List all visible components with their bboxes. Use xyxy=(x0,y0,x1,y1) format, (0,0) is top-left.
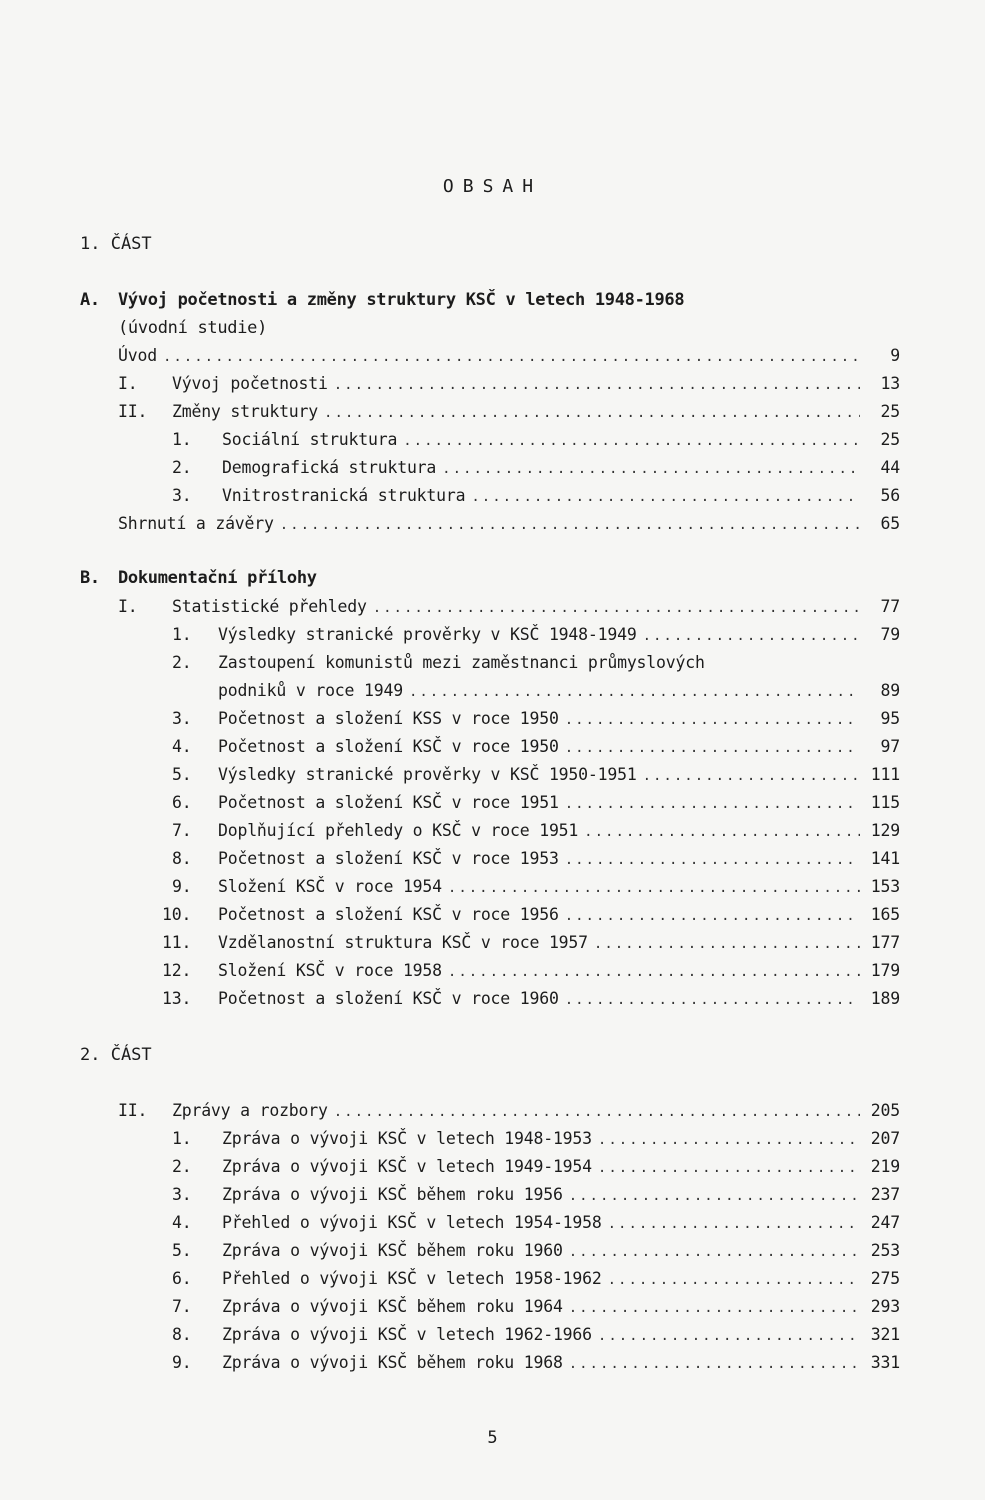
toc-entry xyxy=(162,933,900,957)
dot-leader xyxy=(565,712,860,728)
part-1-label: 1. ČÁST xyxy=(80,234,152,254)
dot-leader xyxy=(565,796,860,812)
toc-entry-page: 9 xyxy=(890,346,900,365)
toc-entry-page: 77 xyxy=(880,597,900,616)
dot-leader xyxy=(448,964,860,980)
dot-leader xyxy=(598,1160,860,1176)
toc-entry xyxy=(172,458,900,482)
toc-entry-number: 11. xyxy=(162,933,192,952)
toc-entry-label: Zpráva o vývoji KSČ během roku 1960 xyxy=(222,1241,563,1260)
dot-leader xyxy=(598,1328,860,1344)
toc-entry-label: Složení KSČ v roce 1958 xyxy=(218,961,442,980)
toc-entry-number: 6. xyxy=(172,793,192,812)
toc-entry xyxy=(172,681,900,705)
toc-entry-page: 179 xyxy=(870,961,900,980)
toc-entry-label: Početnost a složení KSČ v roce 1951 xyxy=(218,793,559,812)
toc-entry-page: 207 xyxy=(870,1129,900,1148)
toc-entry-number: 12. xyxy=(162,961,192,980)
toc-entry-number: 8. xyxy=(172,849,192,868)
toc-entry-label: Vnitrostranická struktura xyxy=(222,486,466,505)
toc-entry-number: 2. xyxy=(172,653,192,672)
toc-entry-page: 97 xyxy=(880,737,900,756)
toc-entry-page: 79 xyxy=(880,625,900,644)
toc-entry-label: Výsledky stranické prověrky v KSČ 1948-1949 xyxy=(218,625,637,644)
toc-entry-page: 65 xyxy=(880,514,900,533)
toc-entry-number: 3. xyxy=(172,1185,192,1204)
dot-leader xyxy=(608,1272,860,1288)
toc-entry-page: 189 xyxy=(870,989,900,1008)
toc-entry xyxy=(118,402,900,426)
dot-leader xyxy=(373,600,860,616)
toc-entry-label: Zpráva o vývoji KSČ během roku 1956 xyxy=(222,1185,563,1204)
toc-entry-label: Přehled o vývoji KSČ v letech 1958-1962 xyxy=(222,1269,602,1288)
section-a-heading xyxy=(80,290,685,338)
toc-entry-label: Přehled o vývoji KSČ v letech 1954-1958 xyxy=(222,1213,602,1232)
toc-entry-page: 95 xyxy=(880,709,900,728)
toc-entry xyxy=(172,625,900,649)
toc-entry-label: Vzdělanostní struktura KSČ v roce 1957 xyxy=(218,933,588,952)
toc-entry-page: 89 xyxy=(880,681,900,700)
toc-entry xyxy=(118,514,900,538)
toc-entry-label: podniků v roce 1949 xyxy=(218,681,403,700)
toc-entry-label: Zastoupení komunistů mezi zaměstnanci průmyslových xyxy=(218,653,705,672)
dot-leader xyxy=(565,992,860,1008)
toc-entry xyxy=(118,374,900,398)
toc-entry xyxy=(172,1269,900,1293)
toc-entry-number: 5. xyxy=(172,765,192,784)
toc-entry-page: 56 xyxy=(880,486,900,505)
toc-entry-number: II. xyxy=(118,402,148,421)
toc-entry-label: Zpráva o vývoji KSČ v letech 1949-1954 xyxy=(222,1157,592,1176)
toc-entry xyxy=(162,961,900,985)
toc-entry-number: 8. xyxy=(172,1325,192,1344)
toc-entry-number: 3. xyxy=(172,709,192,728)
toc-entry-page: 321 xyxy=(870,1325,900,1344)
section-a-letter: A. xyxy=(80,290,100,310)
dot-leader xyxy=(598,1132,860,1148)
toc-entry-page: 177 xyxy=(870,933,900,952)
toc-entry-number: 3. xyxy=(172,486,192,505)
page-number: 5 xyxy=(487,1428,498,1448)
toc-entry-number: 5. xyxy=(172,1241,192,1260)
toc-entry-label: Doplňující přehledy o KSČ v roce 1951 xyxy=(218,821,579,840)
dot-leader xyxy=(163,349,860,365)
toc-entry xyxy=(118,346,900,370)
toc-entry-page: 44 xyxy=(880,458,900,477)
toc-entry-label: Početnost a složení KSČ v roce 1953 xyxy=(218,849,559,868)
toc-entry-number: I. xyxy=(118,374,138,393)
toc-entry-page: 219 xyxy=(870,1157,900,1176)
toc-entry-page: 141 xyxy=(870,849,900,868)
dot-leader xyxy=(569,1188,860,1204)
dot-leader xyxy=(409,684,860,700)
toc-entry-page: 331 xyxy=(870,1353,900,1372)
dot-leader xyxy=(569,1356,860,1372)
part-2-label: 2. ČÁST xyxy=(80,1045,152,1065)
toc-entry xyxy=(172,1157,900,1181)
toc-entry-number: 7. xyxy=(172,1297,192,1316)
toc-entry-number: 9. xyxy=(172,1353,192,1372)
toc-entry xyxy=(118,597,900,621)
toc-entry-label: Složení KSČ v roce 1954 xyxy=(218,877,442,896)
toc-entry-page: 25 xyxy=(880,430,900,449)
section-b-title: Dokumentační přílohy xyxy=(118,568,317,588)
toc-entry xyxy=(172,849,900,873)
toc-entry xyxy=(172,793,900,817)
section-a-subtitle: (úvodní studie) xyxy=(118,318,268,338)
dot-leader xyxy=(403,433,860,449)
toc-entry-label: Úvod xyxy=(118,346,157,365)
toc-entry-number: II. xyxy=(118,1101,148,1120)
toc-entry-page: 253 xyxy=(870,1241,900,1260)
dot-leader xyxy=(594,936,860,952)
toc-entry-number: 2. xyxy=(172,458,192,477)
dot-leader xyxy=(334,1104,860,1120)
dot-leader xyxy=(608,1216,860,1232)
toc-entry xyxy=(172,737,900,761)
toc-entry xyxy=(172,1353,900,1377)
toc-entry-number: 13. xyxy=(162,989,192,1008)
dot-leader xyxy=(565,740,860,756)
toc-entry-page: 293 xyxy=(870,1297,900,1316)
toc-entry-label: Sociální struktura xyxy=(222,430,398,449)
dot-leader xyxy=(448,880,860,896)
page-title: OBSAH xyxy=(442,176,543,197)
toc-entry-page: 115 xyxy=(870,793,900,812)
toc-entry xyxy=(172,765,900,789)
toc-entry-page: 25 xyxy=(880,402,900,421)
toc-entry-page: 13 xyxy=(880,374,900,393)
toc-entry-number: 1. xyxy=(172,430,192,449)
section-b-heading xyxy=(80,568,317,588)
dot-leader xyxy=(565,852,860,868)
toc-entry-label: Zpráva o vývoji KSČ v letech 1948-1953 xyxy=(222,1129,592,1148)
toc-entry-label: Statistické přehledy xyxy=(172,597,367,616)
dot-leader xyxy=(471,489,860,505)
toc-entry-label: Zpráva o vývoji KSČ během roku 1964 xyxy=(222,1297,563,1316)
toc-entry-number: 1. xyxy=(172,625,192,644)
toc-entry xyxy=(172,1297,900,1321)
dot-leader xyxy=(643,768,860,784)
toc-entry-number: 4. xyxy=(172,1213,192,1232)
toc-entry xyxy=(172,430,900,454)
toc-entry-label: Zpráva o vývoji KSČ v letech 1962-1966 xyxy=(222,1325,592,1344)
toc-entry-number: 4. xyxy=(172,737,192,756)
dot-leader xyxy=(569,1244,860,1260)
dot-leader xyxy=(280,517,860,533)
dot-leader xyxy=(584,824,860,840)
dot-leader xyxy=(324,405,860,421)
toc-entry-label: Zprávy a rozbory xyxy=(172,1101,328,1120)
dot-leader xyxy=(565,908,860,924)
toc-entry xyxy=(172,1213,900,1237)
toc-entry-number: 7. xyxy=(172,821,192,840)
toc-entry xyxy=(172,1241,900,1265)
toc-entry-page: 275 xyxy=(870,1269,900,1288)
toc-entry-number: 6. xyxy=(172,1269,192,1288)
toc-entry-label: Početnost a složení KSČ v roce 1950 xyxy=(218,737,559,756)
section-b-letter: B. xyxy=(80,568,100,588)
toc-entry-label: Vývoj početnosti xyxy=(172,374,328,393)
dot-leader xyxy=(442,461,860,477)
toc-entry-label: Početnost a složení KSČ v roce 1956 xyxy=(218,905,559,924)
toc-entry-page: 205 xyxy=(870,1101,900,1120)
toc-entry xyxy=(172,1129,900,1153)
toc-entry-page: 237 xyxy=(870,1185,900,1204)
toc-entry-page: 129 xyxy=(870,821,900,840)
toc-entry xyxy=(162,989,900,1013)
toc-entry-label: Početnost a složení KSČ v roce 1960 xyxy=(218,989,559,1008)
dot-leader xyxy=(569,1300,860,1316)
toc-entry-label: Změny struktury xyxy=(172,402,319,421)
toc-entry-page: 247 xyxy=(870,1213,900,1232)
toc-entry-number: I. xyxy=(118,597,138,616)
toc-entry-page: 165 xyxy=(870,905,900,924)
toc-entry xyxy=(172,877,900,901)
toc-entry xyxy=(118,1101,900,1125)
toc-entry xyxy=(172,1185,900,1209)
toc-entry xyxy=(172,1325,900,1349)
toc-entry-number: 9. xyxy=(172,877,192,896)
toc-entry-label: Početnost a složení KSS v roce 1950 xyxy=(218,709,559,728)
toc-entry xyxy=(162,905,900,929)
toc-entry-number: 10. xyxy=(162,905,192,924)
toc-entry xyxy=(172,709,900,733)
toc-entry-number: 2. xyxy=(172,1157,192,1176)
toc-entry-page: 153 xyxy=(870,877,900,896)
dot-leader xyxy=(643,628,860,644)
dot-leader xyxy=(334,377,860,393)
toc-entry-label-line1 xyxy=(172,653,705,672)
toc-entry-label: Shrnutí a závěry xyxy=(118,514,274,533)
toc-entry-label: Demografická struktura xyxy=(222,458,437,477)
toc-entry xyxy=(172,486,900,510)
toc-entry-page: 111 xyxy=(870,765,900,784)
section-a-title: Vývoj početnosti a změny struktury KSČ v letech 1948-1968 xyxy=(118,290,685,310)
toc-entry xyxy=(172,821,900,845)
toc-entry-label: Zpráva o vývoji KSČ během roku 1968 xyxy=(222,1353,563,1372)
toc-entry-label: Výsledky stranické prověrky v KSČ 1950-1951 xyxy=(218,765,637,784)
toc-entry-number: 1. xyxy=(172,1129,192,1148)
